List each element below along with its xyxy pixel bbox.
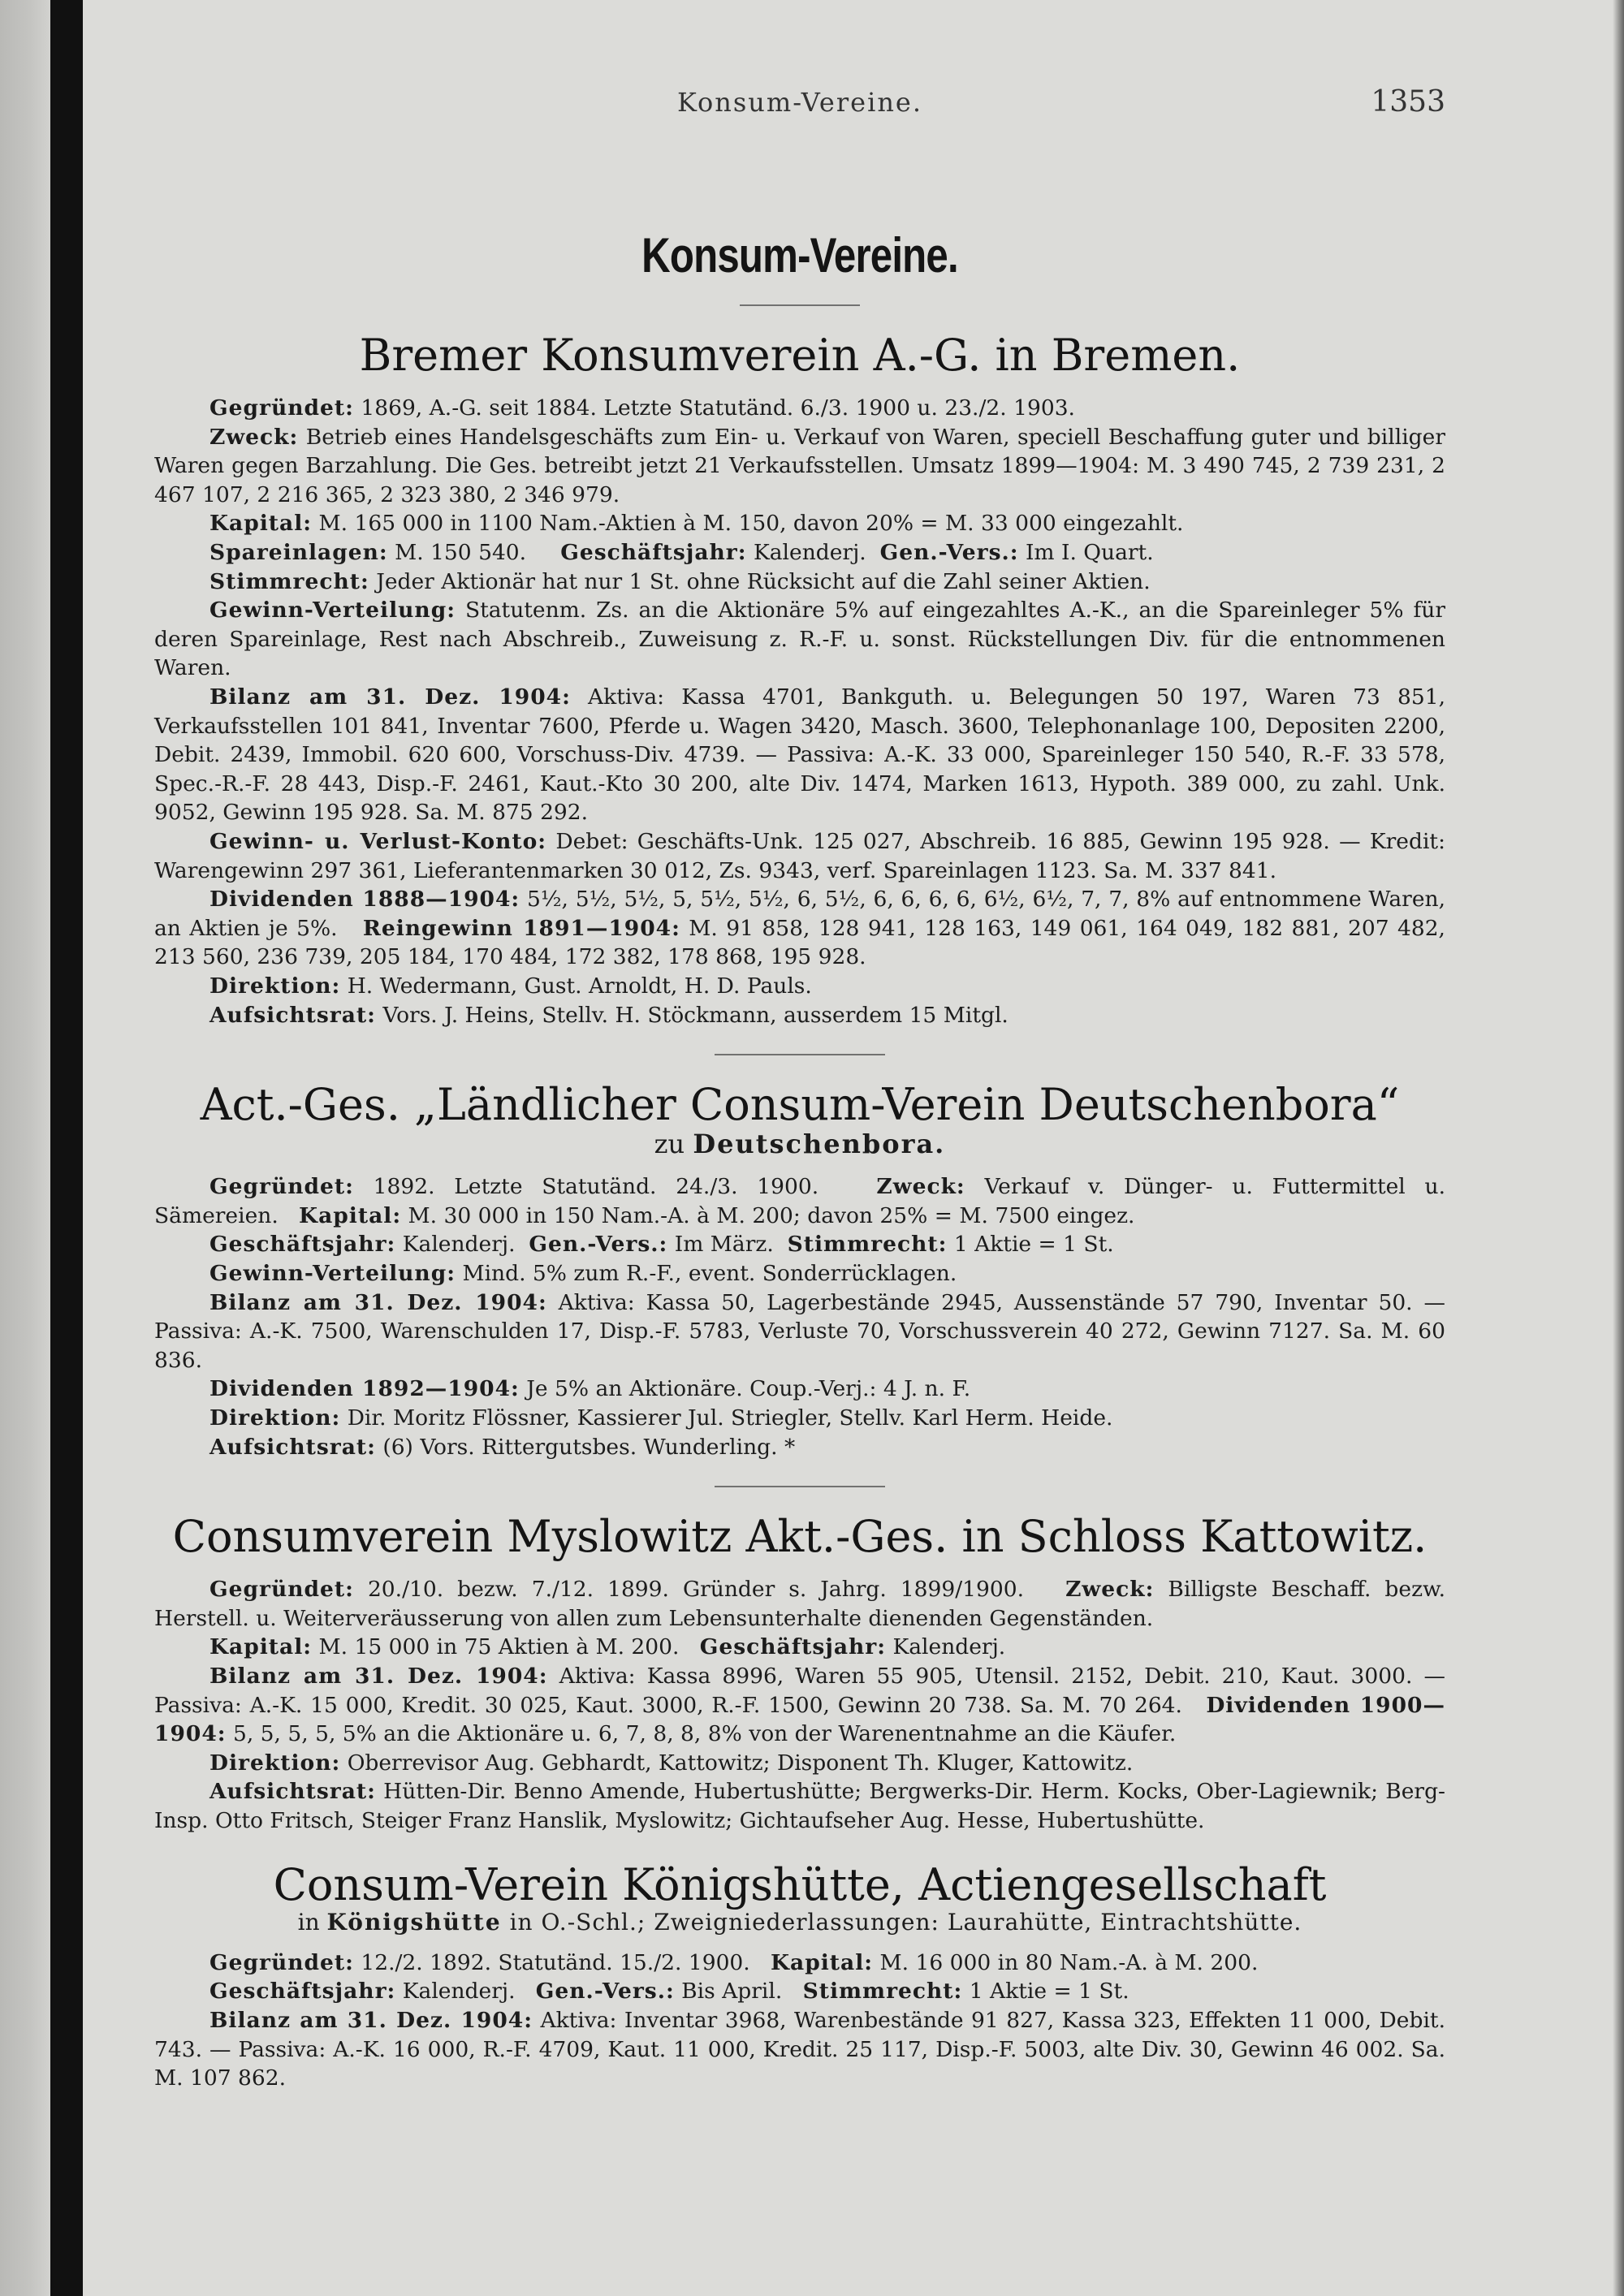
company-title: Consum-Verein Königshütte, Actiengesellschaft — [273, 1858, 1327, 1910]
entry-paragraph — [154, 1230, 1445, 1259]
subtitle-rest: in O.-Schl.; Zweigniederlassungen: Laurahütte, Eintrachtshütte. — [501, 1908, 1302, 1936]
field-label: Bilanz am 31. Dez. 1904: — [209, 684, 571, 710]
company-entry — [154, 1172, 1445, 1461]
entry-paragraph — [154, 596, 1445, 683]
field-label: Dividenden 1888—1904: — [209, 887, 520, 913]
field-text: 1869, A.-G. seit 1884. Letzte Statutänd. 6./3. 1900 u. 23./2. 1903. — [353, 395, 1075, 421]
field-text: Kalenderj. — [746, 540, 866, 566]
field-label: Dividenden 1892—1904: — [209, 1376, 520, 1402]
field-text: 1 Aktie = 1 St. — [962, 1979, 1129, 2005]
field-text: Im März. — [667, 1232, 774, 1258]
entry-paragraph — [154, 568, 1445, 597]
field-label: Gewinn-Verteilung: — [209, 598, 456, 624]
entry-paragraph — [154, 1172, 1445, 1230]
entry-paragraph — [154, 538, 1445, 568]
field-label: Bilanz am 31. Dez. 1904: — [209, 2007, 533, 2033]
field-label: Aufsichtsrat: — [209, 1434, 376, 1460]
field-text: Kalenderj. — [395, 1979, 516, 2005]
field-label: Kapital: — [209, 1634, 313, 1660]
field-text: Betrieb eines Handelsgeschäfts zum Ein- u. Verkauf von Waren, speciell Beschaffung guter und billiger Waren gegen Barzahlung. Die Ges. betreibt jetzt 21 Verkaufsstellen. Umsatz 1899—1904: M. 3 490 745, 2 739 231, 2 467 107, 2 216 365, 2 323 380, 2 346 979. — [154, 424, 1445, 507]
page-edge-shadow — [1613, 0, 1624, 2296]
company-title: Consumverein Myslowitz Akt.-Ges. in Schloss Kattowitz. — [172, 1511, 1427, 1563]
company-entry — [154, 1949, 1445, 2093]
entry-paragraph — [154, 423, 1445, 510]
scan-margin — [0, 0, 50, 2296]
field-text: Debet: Geschäfts-Unk. 125 027, Abschreib. 16 885, Gewinn 195 928. — Kredit: Warengewinn 297 361, Lieferantenmarken 30 012, Zs. 9343, verf. Spareinlagen 1123. Sa. M. 337 841. — [154, 829, 1445, 883]
company-entry — [154, 394, 1445, 1029]
field-text: H. Wedermann, Gust. Arnoldt, H. D. Pauls. — [340, 973, 812, 999]
field-text: M. 150 540. — [387, 540, 527, 566]
entry-paragraph — [154, 1575, 1445, 1633]
field-label: Bilanz am 31. Dez. 1904: — [209, 1289, 547, 1315]
company-title: Act.-Ges. „Ländlicher Consum-Verein Deutschenbora“ — [200, 1079, 1400, 1131]
entry-paragraph — [154, 1404, 1445, 1433]
running-head-title: Konsum-Vereine. — [676, 87, 923, 118]
company-entry — [154, 1575, 1445, 1835]
field-text: 1892. Letzte Statutänd. 24./3. 1900. — [353, 1174, 819, 1200]
company-subtitle — [154, 1129, 1445, 1159]
entry-paragraph — [154, 683, 1445, 827]
field-label: Stimmrecht: — [787, 1232, 948, 1258]
entry-paragraph — [154, 1949, 1445, 1978]
field-label: Direktion: — [209, 1405, 341, 1431]
field-label: Zweck: — [876, 1174, 965, 1200]
field-text: Kalenderj. — [886, 1634, 1006, 1660]
field-label: Gegründet: — [209, 395, 354, 421]
entry-paragraph — [154, 1288, 1445, 1375]
field-label: Gen.-Vers.: — [529, 1232, 668, 1258]
entry-paragraph — [154, 1662, 1445, 1749]
subtitle-location: Deutschenbora. — [693, 1129, 946, 1160]
field-label: Stimmrecht: — [209, 568, 369, 594]
entry-paragraph — [154, 1977, 1445, 2006]
field-text: M. 91 858, 128 941, 128 163, 149 061, 164 049, 182 881, 207 482, 213 560, 236 739, 205 184, 170 484, 172 382, 178 868, 195 928. — [154, 915, 1445, 970]
field-text: Aktiva: Kassa 8996, Waren 55 905, Utensil. 2152, Debit. 210, Kaut. 3000. — Passiva: A.-K. 15 000, Kredit. 30 025, Kaut. 3000, R.-F. 1500, Gewinn 20 738. Sa. M. 70 264. — [154, 1664, 1445, 1718]
field-text: 5½, 5½, 5½, 5, 5½, 5½, 6, 5½, 6, 6, 6, 6, 6½, 6½, 7, 7, 8% auf entnommene Waren, an Aktien je 5%. — [154, 887, 1446, 941]
field-text: Oberrevisor Aug. Gebhardt, Kattowitz; Disponent Th. Kluger, Kattowitz. — [340, 1750, 1134, 1776]
entry-paragraph — [154, 1433, 1445, 1462]
field-label: Direktion: — [209, 973, 341, 999]
field-label: Geschäftsjahr: — [209, 1979, 396, 2005]
entry-paragraph — [154, 1001, 1445, 1030]
field-label: Gen.-Vers.: — [879, 540, 1019, 566]
company-title: Bremer Konsumverein A.-G. in Bremen. — [359, 330, 1241, 381]
section-title: Konsum-Vereine. — [641, 228, 958, 283]
field-text: Billigste Beschaff. bezw. Herstell. u. Weiterveräusserung von allen zum Lebensunterhalte dienenden Gegenständen. — [154, 1577, 1445, 1631]
field-text: 12./2. 1892. Statutänd. 15./2. 1900. — [353, 1949, 750, 1975]
field-text: Dir. Moritz Flössner, Kassierer Jul. Striegler, Stellv. Karl Herm. Heide. — [340, 1405, 1113, 1431]
field-text: (6) Vors. Rittergutsbes. Wunderling. * — [375, 1434, 796, 1460]
field-text: M. 15 000 in 75 Aktien à M. 200. — [312, 1634, 680, 1660]
field-text: Bis April. — [674, 1979, 783, 2005]
field-label: Zweck: — [209, 424, 299, 450]
page — [154, 77, 1445, 2093]
subtitle-location: Königshütte — [326, 1908, 502, 1936]
subtitle-prefix: in — [297, 1908, 327, 1936]
field-label: Aufsichtsrat: — [209, 1002, 376, 1028]
field-text: Aktiva: Inventar 3968, Warenbestände 91 827, Kassa 323, Effekten 11 000, Debit. 743. — Passiva: A.-K. 16 000, R.-F. 4709, Kaut. 11 000, Kredit. 25 117, Disp.-F. 5003, alte Div. 30, Gewinn 46 002. Sa. M. 107 862. — [154, 2007, 1445, 2091]
field-label: Gegründet: — [209, 1577, 354, 1603]
field-label: Zweck: — [1065, 1577, 1155, 1603]
field-label: Gegründet: — [209, 1949, 354, 1975]
field-label: Gen.-Vers.: — [535, 1979, 675, 2005]
running-head — [154, 77, 1445, 126]
field-label: Kapital: — [299, 1202, 402, 1228]
entry-paragraph — [154, 972, 1445, 1001]
field-label: Gewinn-Verteilung: — [209, 1261, 456, 1287]
field-text: Aktiva: Kassa 4701, Bankguth. u. Belegungen 50 197, Waren 73 851, Verkaufsstellen 101 841, Inventar 7600, Pferde u. Wagen 3420, Masch. 3600, Telephonanlage 100, Depositen 2200, Debit. 2439, Immobil. 620 600, Vorschuss-Div. 4739. — Passiva: A.-K. 33 000, Spareinleger 150 540, R.-F. 33 578, Spec.-R.-F. 28 443, Disp.-F. 2461, Kaut.-Kto 30 200, alte Div. 1474, Marken 1613, Hypoth. 389 000, zu zahl. Unk. 9052, Gewinn 195 928. Sa. M. 875 292. — [154, 684, 1445, 826]
field-text: Je 5% an Aktionäre. Coup.-Verj.: 4 J. n. F. — [519, 1376, 971, 1402]
field-label: Geschäftsjahr: — [209, 1232, 396, 1258]
entry-paragraph — [154, 1749, 1445, 1778]
entry-paragraph — [154, 1375, 1445, 1404]
book-spine — [50, 0, 83, 2296]
field-text: 20./10. bezw. 7./12. 1899. Gründer s. Jahrg. 1899/1900. — [353, 1577, 1025, 1603]
page-number: 1353 — [1371, 85, 1445, 119]
entry-paragraph — [154, 509, 1445, 538]
field-text: Vors. J. Heins, Stellv. H. Stöckmann, ausserdem 15 Mitgl. — [375, 1002, 1009, 1028]
field-text: M. 165 000 in 1100 Nam.-Aktien à M. 150, davon 20% = M. 33 000 eingezahlt. — [312, 511, 1184, 537]
field-label: Geschäftsjahr: — [699, 1634, 887, 1660]
field-label: Gegründet: — [209, 1174, 354, 1200]
field-label: Dividenden 1900—1904: — [154, 1692, 1445, 1747]
field-text: Im I. Quart. — [1018, 540, 1154, 566]
field-text: 5, 5, 5, 5, 5% an die Aktionäre u. 6, 7, 8, 8, 8% von der Warenentnahme an die Käufer. — [226, 1721, 1177, 1747]
subtitle-prefix: zu — [654, 1129, 693, 1160]
field-text: M. 30 000 in 150 Nam.-A. à M. 200; davon 25% = M. 7500 eingez. — [401, 1202, 1135, 1228]
entry-paragraph — [154, 885, 1445, 972]
field-text: Mind. 5% zum R.-F., event. Sonderrücklagen. — [456, 1261, 957, 1287]
field-text: Jeder Aktionär hat nur 1 St. ohne Rücksicht auf die Zahl seiner Aktien. — [369, 568, 1151, 594]
entry-paragraph — [154, 394, 1445, 423]
field-text: M. 16 000 in 80 Nam.-A. à M. 200. — [873, 1949, 1259, 1975]
entry-paragraph — [154, 1259, 1445, 1288]
divider — [715, 1486, 885, 1487]
field-label: Kapital: — [209, 511, 313, 537]
entry-paragraph — [154, 2006, 1445, 2093]
field-text: Kalenderj. — [395, 1232, 516, 1258]
field-text: Aktiva: Kassa 50, Lagerbestände 2945, Aussenstände 57 790, Inventar 50. — Passiva: A.-K. 7500, Warenschulden 17, Disp.-F. 5783, Verluste 70, Vorschussverein 40 272, Gewinn 7127. Sa. M. 60 836. — [154, 1289, 1446, 1373]
field-label: Gewinn- u. Verlust-Konto: — [209, 829, 547, 854]
field-label: Stimmrecht: — [802, 1979, 963, 2005]
divider — [740, 304, 860, 306]
field-text: Verkauf v. Dünger- u. Futtermittel u. Sämereien. — [154, 1174, 1445, 1228]
field-label: Aufsichtsrat: — [209, 1779, 376, 1805]
field-label: Kapital: — [771, 1949, 874, 1975]
field-label: Geschäftsjahr: — [560, 540, 747, 566]
company-subtitle — [154, 1909, 1445, 1936]
divider — [715, 1054, 885, 1055]
field-label: Reingewinn 1891—1904: — [362, 915, 680, 941]
entry-paragraph — [154, 1777, 1445, 1835]
field-label: Spareinlagen: — [209, 540, 388, 566]
entry-paragraph — [154, 1633, 1445, 1662]
entry-paragraph — [154, 827, 1445, 885]
field-text: 1 Aktie = 1 St. — [947, 1232, 1114, 1258]
field-label: Direktion: — [209, 1750, 341, 1776]
field-label: Bilanz am 31. Dez. 1904: — [209, 1664, 548, 1690]
field-text: Hütten-Dir. Benno Amende, Hubertushütte; Bergwerks-Dir. Herm. Kocks, Ober-Lagiewnik; Berg-Insp. Otto Fritsch, Steiger Franz Hanslik, Myslowitz; Gichtaufseher Aug. Hesse, Hubertushütte. — [154, 1779, 1445, 1834]
field-text: Statutenm. Zs. an die Aktionäre 5% auf eingezahltes A.-K., an die Spareinleger 5% für deren Spareinlage, Rest nach Abschreib., Zuweisung z. R.-F. u. sonst. Rückstellungen Div. für die entnommenen Waren. — [154, 598, 1445, 681]
